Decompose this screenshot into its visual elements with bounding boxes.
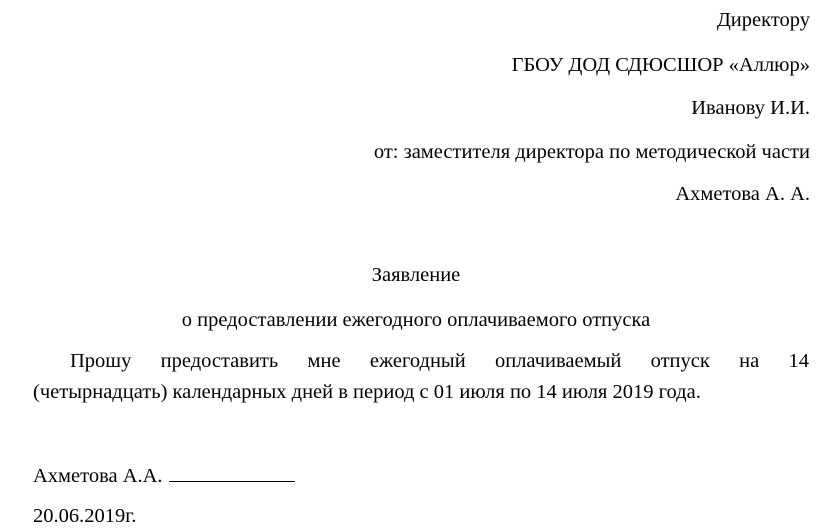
document-subtitle: о предоставлении ежегодного оплачиваемого отпуска [181,309,651,331]
sender-name: Ахметова А. А. [675,183,810,205]
application-date: 20.06.2019г. [33,505,137,527]
addressee-title: Директору [716,9,810,31]
addressee-name: Иванову И.И. [691,97,810,119]
sender-position: от: заместителя директора по методической части [373,141,810,163]
signer-name: Ахметова А.А. [33,465,163,487]
signature-block [33,463,295,488]
signature-line [169,463,295,482]
request-text-line-2: (четырнадцать) календарных дней в период с 01 июля по 14 июля 2019 года. [33,381,701,403]
addressee-organization: ГБОУ ДОД СДЮСШОР «Аллюр» [511,54,810,76]
document-title: Заявление [371,264,461,286]
request-text-line-1: Прошу предоставить мне ежегодный оплачиваемый отпуск на 14 [70,350,809,372]
